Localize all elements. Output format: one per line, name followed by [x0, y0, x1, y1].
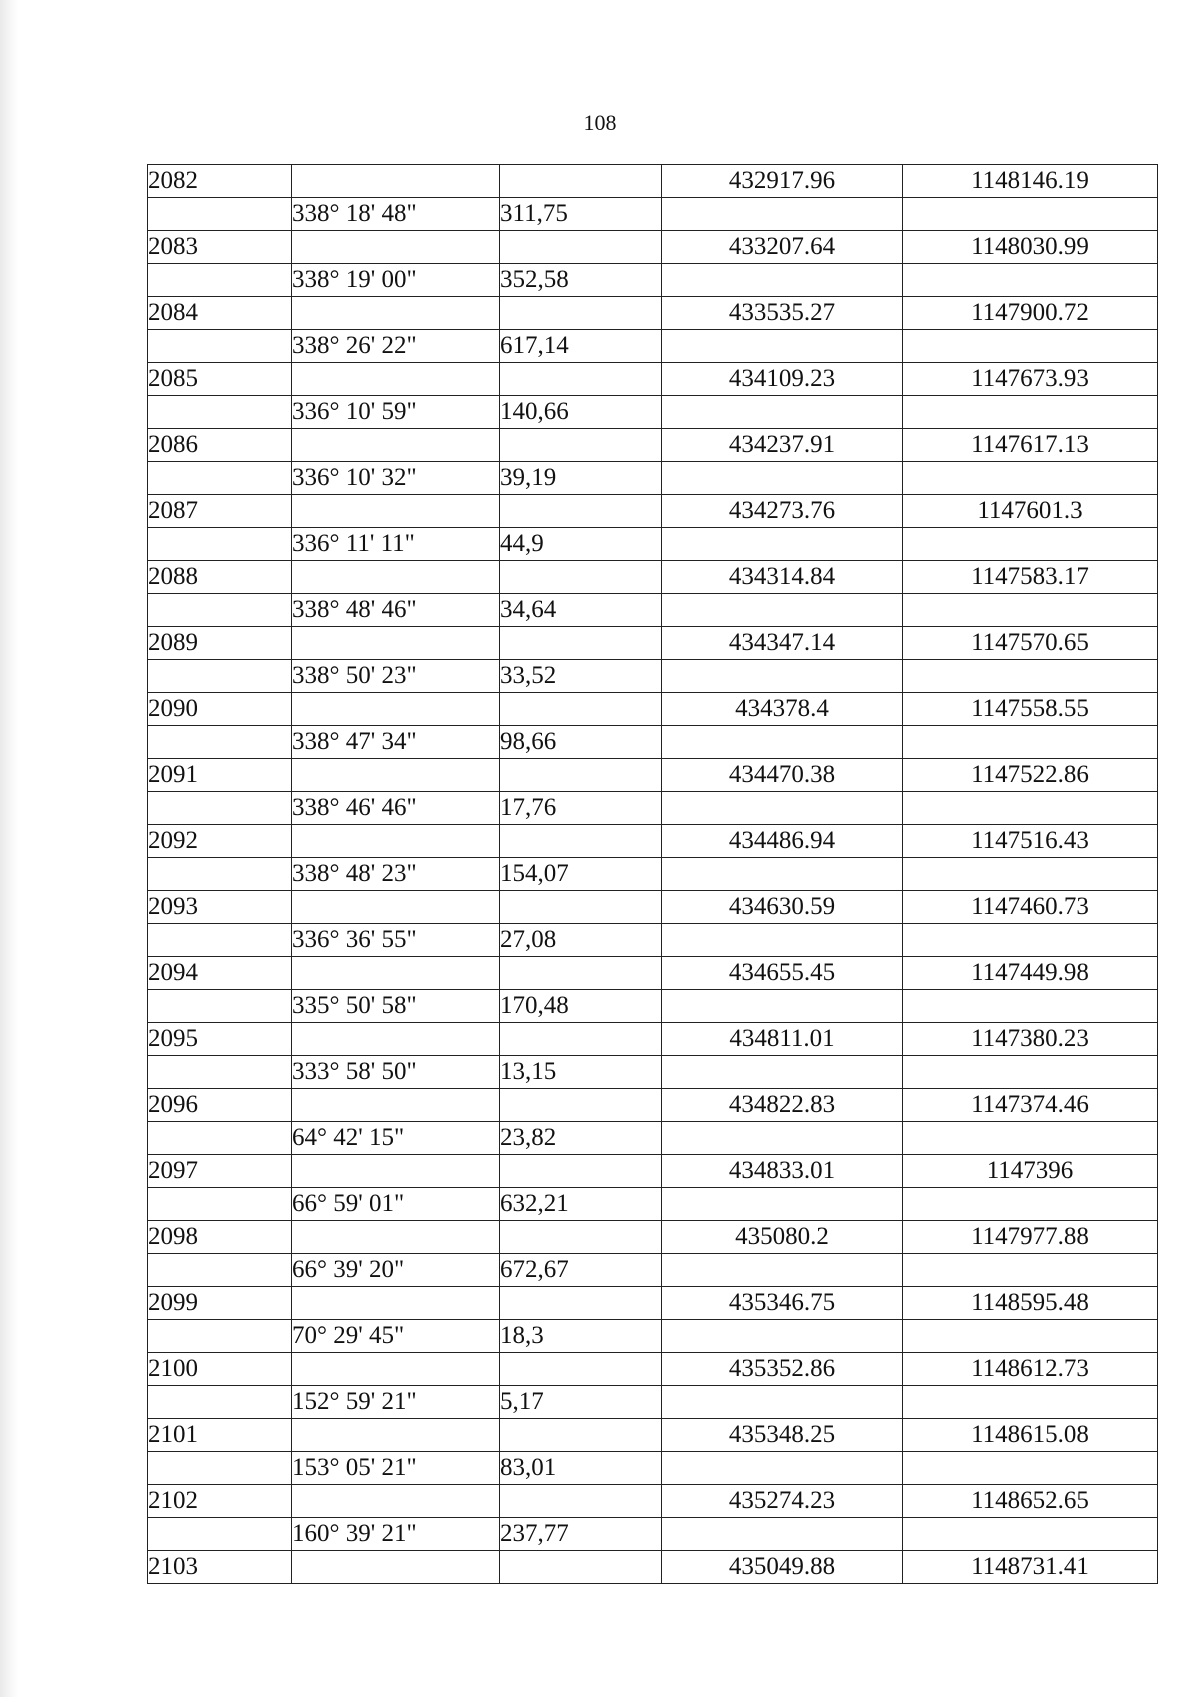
point-number-cell [148, 594, 292, 627]
point-number-cell: 2086 [148, 429, 292, 462]
scan-edge-shadow [0, 0, 18, 1697]
point-number-cell [148, 792, 292, 825]
point-row [148, 1419, 1158, 1452]
direction-angle-cell [292, 297, 500, 330]
direction-angle-cell: 160° 39' 21" [292, 1518, 500, 1551]
x-coordinate-cell [662, 198, 903, 231]
distance-cell: 44,9 [500, 528, 662, 561]
distance-cell [500, 1353, 662, 1386]
y-coordinate-cell: 1147460.73 [903, 891, 1158, 924]
segment-row [148, 792, 1158, 825]
direction-angle-cell: 66° 39' 20" [292, 1254, 500, 1287]
y-coordinate-cell: 1147522.86 [903, 759, 1158, 792]
direction-angle-cell: 336° 10' 59" [292, 396, 500, 429]
point-number-cell [148, 1320, 292, 1353]
point-row [148, 1287, 1158, 1320]
x-coordinate-cell [662, 594, 903, 627]
segment-row [148, 462, 1158, 495]
point-row [148, 495, 1158, 528]
distance-cell: 311,75 [500, 198, 662, 231]
direction-angle-cell [292, 891, 500, 924]
x-coordinate-cell [662, 396, 903, 429]
point-number-cell: 2090 [148, 693, 292, 726]
direction-angle-cell [292, 165, 500, 198]
y-coordinate-cell: 1148595.48 [903, 1287, 1158, 1320]
y-coordinate-cell [903, 1122, 1158, 1155]
point-number-cell [148, 462, 292, 495]
direction-angle-cell: 338° 19' 00" [292, 264, 500, 297]
segment-row [148, 1320, 1158, 1353]
point-number-cell [148, 1452, 292, 1485]
x-coordinate-cell [662, 660, 903, 693]
x-coordinate-cell: 434237.91 [662, 429, 903, 462]
y-coordinate-cell: 1148652.65 [903, 1485, 1158, 1518]
x-coordinate-cell [662, 1452, 903, 1485]
segment-row [148, 528, 1158, 561]
point-number-cell: 2102 [148, 1485, 292, 1518]
y-coordinate-cell: 1147570.65 [903, 627, 1158, 660]
direction-angle-cell: 66° 59' 01" [292, 1188, 500, 1221]
direction-angle-cell: 338° 48' 46" [292, 594, 500, 627]
x-coordinate-cell: 435274.23 [662, 1485, 903, 1518]
direction-angle-cell: 338° 50' 23" [292, 660, 500, 693]
y-coordinate-cell [903, 594, 1158, 627]
y-coordinate-cell: 1148030.99 [903, 231, 1158, 264]
segment-row [148, 198, 1158, 231]
segment-row [148, 1122, 1158, 1155]
point-row [148, 759, 1158, 792]
x-coordinate-cell: 434833.01 [662, 1155, 903, 1188]
direction-angle-cell: 152° 59' 21" [292, 1386, 500, 1419]
x-coordinate-cell [662, 462, 903, 495]
point-row [148, 693, 1158, 726]
y-coordinate-cell: 1148146.19 [903, 165, 1158, 198]
point-number-cell [148, 660, 292, 693]
distance-cell: 83,01 [500, 1452, 662, 1485]
x-coordinate-cell: 434486.94 [662, 825, 903, 858]
x-coordinate-cell: 435348.25 [662, 1419, 903, 1452]
segment-row [148, 330, 1158, 363]
y-coordinate-cell [903, 528, 1158, 561]
x-coordinate-cell: 435080.2 [662, 1221, 903, 1254]
y-coordinate-cell [903, 924, 1158, 957]
distance-cell: 672,67 [500, 1254, 662, 1287]
distance-cell [500, 891, 662, 924]
y-coordinate-cell: 1148731.41 [903, 1551, 1158, 1584]
direction-angle-cell [292, 495, 500, 528]
direction-angle-cell [292, 1155, 500, 1188]
direction-angle-cell: 338° 46' 46" [292, 792, 500, 825]
y-coordinate-cell: 1147396 [903, 1155, 1158, 1188]
distance-cell [500, 759, 662, 792]
point-row [148, 825, 1158, 858]
y-coordinate-cell: 1148612.73 [903, 1353, 1158, 1386]
distance-cell: 33,52 [500, 660, 662, 693]
distance-cell [500, 165, 662, 198]
point-number-cell: 2095 [148, 1023, 292, 1056]
page-number: 108 [583, 110, 617, 135]
distance-cell: 39,19 [500, 462, 662, 495]
distance-cell [500, 1089, 662, 1122]
distance-cell: 140,66 [500, 396, 662, 429]
y-coordinate-cell [903, 1386, 1158, 1419]
distance-cell: 237,77 [500, 1518, 662, 1551]
point-number-cell [148, 1122, 292, 1155]
point-number-cell: 2084 [148, 297, 292, 330]
y-coordinate-cell: 1147516.43 [903, 825, 1158, 858]
direction-angle-cell [292, 1551, 500, 1584]
point-number-cell: 2098 [148, 1221, 292, 1254]
x-coordinate-cell: 433207.64 [662, 231, 903, 264]
point-number-cell: 2093 [148, 891, 292, 924]
y-coordinate-cell [903, 1254, 1158, 1287]
direction-angle-cell [292, 363, 500, 396]
y-coordinate-cell: 1147977.88 [903, 1221, 1158, 1254]
x-coordinate-cell: 434378.4 [662, 693, 903, 726]
point-row [148, 957, 1158, 990]
segment-row [148, 594, 1158, 627]
point-number-cell [148, 1056, 292, 1089]
point-row [148, 561, 1158, 594]
segment-row [148, 264, 1158, 297]
x-coordinate-cell [662, 1518, 903, 1551]
point-number-cell: 2099 [148, 1287, 292, 1320]
segment-row [148, 1386, 1158, 1419]
y-coordinate-cell: 1147558.55 [903, 693, 1158, 726]
direction-angle-cell [292, 627, 500, 660]
distance-cell [500, 495, 662, 528]
segment-row [148, 1188, 1158, 1221]
y-coordinate-cell [903, 198, 1158, 231]
point-number-cell: 2097 [148, 1155, 292, 1188]
direction-angle-cell: 336° 10' 32" [292, 462, 500, 495]
point-number-cell: 2083 [148, 231, 292, 264]
x-coordinate-cell [662, 1056, 903, 1089]
point-number-cell: 2087 [148, 495, 292, 528]
direction-angle-cell [292, 1419, 500, 1452]
y-coordinate-cell [903, 1188, 1158, 1221]
point-row [148, 1485, 1158, 1518]
distance-cell: 13,15 [500, 1056, 662, 1089]
direction-angle-cell [292, 1287, 500, 1320]
distance-cell [500, 1023, 662, 1056]
distance-cell [500, 1155, 662, 1188]
distance-cell [500, 693, 662, 726]
x-coordinate-cell [662, 1254, 903, 1287]
point-row [148, 1155, 1158, 1188]
distance-cell: 632,21 [500, 1188, 662, 1221]
distance-cell [500, 561, 662, 594]
direction-angle-cell [292, 759, 500, 792]
point-number-cell: 2091 [148, 759, 292, 792]
coordinates-table [147, 164, 1158, 1584]
distance-cell [500, 1287, 662, 1320]
point-number-cell [148, 264, 292, 297]
point-row [148, 231, 1158, 264]
segment-row [148, 1254, 1158, 1287]
segment-row [148, 726, 1158, 759]
x-coordinate-cell: 434314.84 [662, 561, 903, 594]
x-coordinate-cell [662, 792, 903, 825]
x-coordinate-cell: 434811.01 [662, 1023, 903, 1056]
point-row [148, 363, 1158, 396]
y-coordinate-cell [903, 660, 1158, 693]
distance-cell: 170,48 [500, 990, 662, 1023]
distance-cell [500, 1221, 662, 1254]
y-coordinate-cell [903, 264, 1158, 297]
distance-cell: 617,14 [500, 330, 662, 363]
segment-row [148, 924, 1158, 957]
y-coordinate-cell: 1147380.23 [903, 1023, 1158, 1056]
x-coordinate-cell: 434347.14 [662, 627, 903, 660]
point-number-cell [148, 726, 292, 759]
x-coordinate-cell: 434273.76 [662, 495, 903, 528]
point-row [148, 627, 1158, 660]
direction-angle-cell [292, 231, 500, 264]
direction-angle-cell [292, 1221, 500, 1254]
direction-angle-cell: 336° 36' 55" [292, 924, 500, 957]
direction-angle-cell: 70° 29' 45" [292, 1320, 500, 1353]
x-coordinate-cell [662, 1386, 903, 1419]
direction-angle-cell [292, 1485, 500, 1518]
y-coordinate-cell: 1147900.72 [903, 297, 1158, 330]
distance-cell: 34,64 [500, 594, 662, 627]
direction-angle-cell [292, 825, 500, 858]
point-row [148, 1353, 1158, 1386]
direction-angle-cell [292, 429, 500, 462]
segment-row [148, 990, 1158, 1023]
point-number-cell [148, 924, 292, 957]
direction-angle-cell [292, 957, 500, 990]
y-coordinate-cell [903, 792, 1158, 825]
point-row [148, 1551, 1158, 1584]
point-number-cell [148, 528, 292, 561]
distance-cell: 17,76 [500, 792, 662, 825]
x-coordinate-cell: 434109.23 [662, 363, 903, 396]
distance-cell: 154,07 [500, 858, 662, 891]
direction-angle-cell [292, 1353, 500, 1386]
x-coordinate-cell: 434822.83 [662, 1089, 903, 1122]
x-coordinate-cell: 434470.38 [662, 759, 903, 792]
segment-row [148, 660, 1158, 693]
distance-cell [500, 1485, 662, 1518]
y-coordinate-cell [903, 462, 1158, 495]
segment-row [148, 1452, 1158, 1485]
y-coordinate-cell [903, 726, 1158, 759]
point-number-cell: 2082 [148, 165, 292, 198]
point-number-cell [148, 330, 292, 363]
y-coordinate-cell [903, 1452, 1158, 1485]
direction-angle-cell: 333° 58' 50" [292, 1056, 500, 1089]
direction-angle-cell [292, 693, 500, 726]
x-coordinate-cell [662, 924, 903, 957]
point-number-cell: 2094 [148, 957, 292, 990]
x-coordinate-cell [662, 264, 903, 297]
segment-row [148, 1518, 1158, 1551]
point-number-cell [148, 990, 292, 1023]
point-number-cell [148, 1386, 292, 1419]
y-coordinate-cell [903, 858, 1158, 891]
x-coordinate-cell: 435049.88 [662, 1551, 903, 1584]
x-coordinate-cell: 435352.86 [662, 1353, 903, 1386]
distance-cell [500, 627, 662, 660]
distance-cell: 98,66 [500, 726, 662, 759]
distance-cell: 23,82 [500, 1122, 662, 1155]
direction-angle-cell [292, 1023, 500, 1056]
y-coordinate-cell: 1147601.3 [903, 495, 1158, 528]
distance-cell: 27,08 [500, 924, 662, 957]
y-coordinate-cell [903, 330, 1158, 363]
x-coordinate-cell [662, 1320, 903, 1353]
y-coordinate-cell: 1147673.93 [903, 363, 1158, 396]
point-number-cell [148, 858, 292, 891]
y-coordinate-cell [903, 990, 1158, 1023]
point-number-cell: 2092 [148, 825, 292, 858]
direction-angle-cell [292, 1089, 500, 1122]
distance-cell [500, 363, 662, 396]
direction-angle-cell: 338° 48' 23" [292, 858, 500, 891]
x-coordinate-cell: 435346.75 [662, 1287, 903, 1320]
direction-angle-cell: 335° 50' 58" [292, 990, 500, 1023]
x-coordinate-cell [662, 858, 903, 891]
x-coordinate-cell: 432917.96 [662, 165, 903, 198]
distance-cell: 352,58 [500, 264, 662, 297]
point-row [148, 165, 1158, 198]
point-number-cell: 2103 [148, 1551, 292, 1584]
point-number-cell: 2100 [148, 1353, 292, 1386]
point-row [148, 429, 1158, 462]
distance-cell [500, 957, 662, 990]
distance-cell: 18,3 [500, 1320, 662, 1353]
y-coordinate-cell: 1147617.13 [903, 429, 1158, 462]
direction-angle-cell: 338° 47' 34" [292, 726, 500, 759]
distance-cell [500, 231, 662, 264]
y-coordinate-cell [903, 396, 1158, 429]
x-coordinate-cell [662, 528, 903, 561]
y-coordinate-cell: 1147374.46 [903, 1089, 1158, 1122]
point-row [148, 1221, 1158, 1254]
y-coordinate-cell [903, 1056, 1158, 1089]
direction-angle-cell: 338° 26' 22" [292, 330, 500, 363]
segment-row [148, 858, 1158, 891]
y-coordinate-cell: 1147449.98 [903, 957, 1158, 990]
direction-angle-cell: 64° 42' 15" [292, 1122, 500, 1155]
distance-cell [500, 1551, 662, 1584]
point-number-cell: 2085 [148, 363, 292, 396]
y-coordinate-cell [903, 1518, 1158, 1551]
point-number-cell: 2088 [148, 561, 292, 594]
distance-cell [500, 429, 662, 462]
distance-cell [500, 297, 662, 330]
x-coordinate-cell: 433535.27 [662, 297, 903, 330]
point-number-cell: 2101 [148, 1419, 292, 1452]
x-coordinate-cell [662, 990, 903, 1023]
coordinates-table-body [148, 165, 1158, 1584]
y-coordinate-cell [903, 1320, 1158, 1353]
direction-angle-cell: 153° 05' 21" [292, 1452, 500, 1485]
x-coordinate-cell [662, 1122, 903, 1155]
point-row [148, 1089, 1158, 1122]
x-coordinate-cell: 434655.45 [662, 957, 903, 990]
direction-angle-cell [292, 561, 500, 594]
point-row [148, 891, 1158, 924]
point-number-cell [148, 1254, 292, 1287]
distance-cell [500, 1419, 662, 1452]
y-coordinate-cell: 1147583.17 [903, 561, 1158, 594]
point-number-cell: 2096 [148, 1089, 292, 1122]
point-number-cell [148, 1518, 292, 1551]
distance-cell [500, 825, 662, 858]
point-number-cell [148, 1188, 292, 1221]
point-number-cell: 2089 [148, 627, 292, 660]
distance-cell: 5,17 [500, 1386, 662, 1419]
x-coordinate-cell: 434630.59 [662, 891, 903, 924]
x-coordinate-cell [662, 330, 903, 363]
point-row [148, 297, 1158, 330]
x-coordinate-cell [662, 726, 903, 759]
x-coordinate-cell [662, 1188, 903, 1221]
point-number-cell [148, 396, 292, 429]
segment-row [148, 396, 1158, 429]
point-number-cell [148, 198, 292, 231]
segment-row [148, 1056, 1158, 1089]
point-row [148, 1023, 1158, 1056]
direction-angle-cell: 338° 18' 48" [292, 198, 500, 231]
direction-angle-cell: 336° 11' 11" [292, 528, 500, 561]
y-coordinate-cell: 1148615.08 [903, 1419, 1158, 1452]
